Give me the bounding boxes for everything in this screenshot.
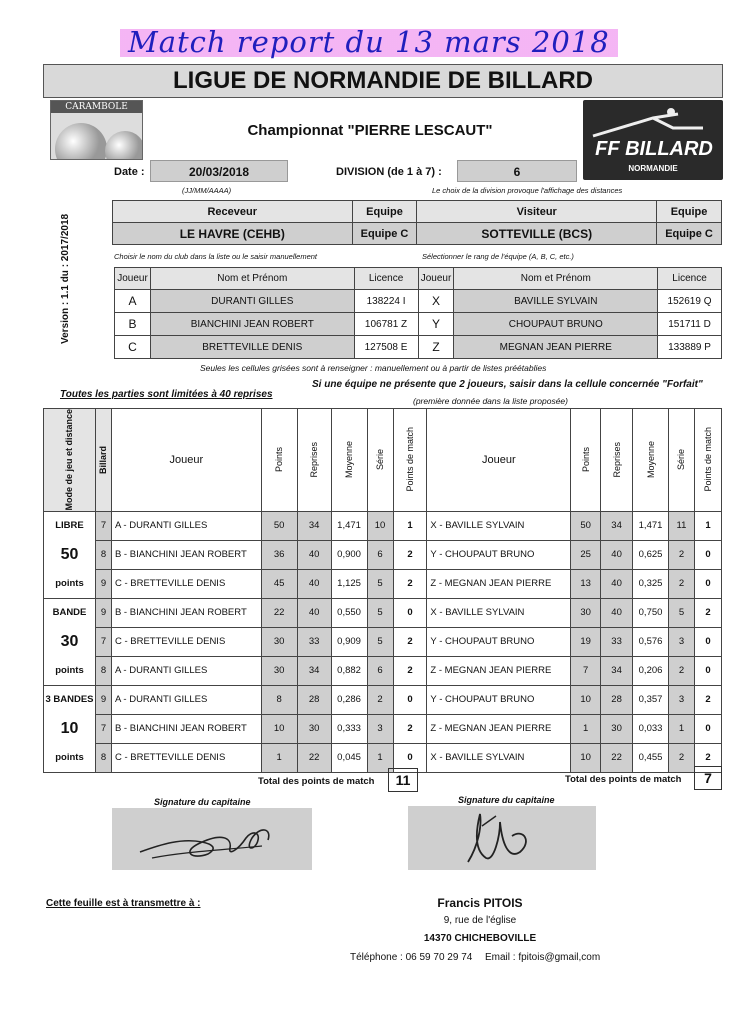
away-reprises-cell[interactable]: 34 [601, 511, 633, 540]
home-serie-cell[interactable]: 5 [367, 627, 393, 656]
home-moyenne-cell: 0,286 [331, 685, 367, 714]
away-moyenne-cell: 1,471 [633, 511, 669, 540]
home-match-points-cell: 0 [393, 685, 427, 714]
players-header: Nom et Prénom [454, 268, 658, 290]
player-row [115, 313, 722, 336]
away-player-cell[interactable]: Y - CHOUPAUT BRUNO [427, 540, 571, 569]
players-header: Joueur [115, 268, 151, 290]
ff-billard-logo [583, 100, 723, 180]
moyenne-header: Moyenne [344, 441, 355, 479]
home-moyenne-cell: 0,550 [331, 598, 367, 627]
date-label: Date : [114, 166, 145, 178]
club-note: Choisir le nom du club dans la liste ou le saisir manuellement [114, 252, 318, 261]
player-licence: 151711 D [658, 313, 722, 336]
mode-cell: BANDE [44, 598, 96, 627]
away-points-cell[interactable]: 50 [571, 511, 601, 540]
home-player-cell[interactable]: C - BRETTEVILLE DENIS [111, 743, 261, 772]
home-points-cell[interactable]: 30 [261, 627, 297, 656]
home-points-cell[interactable]: 50 [261, 511, 297, 540]
home-match-points-cell: 2 [393, 627, 427, 656]
home-points-cell[interactable]: 22 [261, 598, 297, 627]
away-points-cell[interactable]: 25 [571, 540, 601, 569]
away-match-points-cell: 1 [694, 511, 721, 540]
home-match-points-cell: 1 [393, 511, 427, 540]
away-player-cell[interactable]: Z - MEGNAN JEAN PIERRE [427, 714, 571, 743]
points-match-header: Points de match [702, 427, 713, 493]
match-row [44, 743, 722, 772]
footer-phone: Téléphone : 06 59 70 29 74 [350, 952, 473, 963]
player-id: Z [418, 336, 454, 359]
match-row [44, 511, 722, 540]
away-signature [408, 806, 596, 870]
away-moyenne-cell: 0,576 [633, 627, 669, 656]
home-serie-cell[interactable]: 3 [367, 714, 393, 743]
home-equipe-header: Equipe [352, 201, 417, 223]
away-serie-cell[interactable]: 2 [669, 743, 695, 772]
match-row [44, 569, 722, 598]
home-serie-cell[interactable]: 6 [367, 656, 393, 685]
billard-cell: 9 [95, 569, 111, 598]
player-name-field[interactable]: DURANTI GILLES [150, 290, 354, 313]
away-player-cell[interactable]: Y - CHOUPAUT BRUNO [427, 685, 571, 714]
players-table [114, 267, 722, 359]
grey-cells-note: Seules les cellules grisées sont à renseigner : manuellement ou à partir de listes préétablies [200, 363, 547, 373]
league-title-band [43, 64, 723, 98]
home-reprises-cell[interactable]: 40 [297, 569, 331, 598]
match-row [44, 685, 722, 714]
away-team-field[interactable]: Equipe C [657, 223, 722, 245]
handwritten-note: Match report du 13 mars 2018 [120, 22, 618, 62]
away-signature-label: Signature du capitaine [458, 795, 555, 805]
home-serie-cell[interactable]: 2 [367, 685, 393, 714]
billiard-balls-icon [51, 113, 143, 160]
away-match-points-cell: 0 [694, 627, 721, 656]
billard-cell: 8 [95, 743, 111, 772]
away-match-points-cell: 0 [694, 569, 721, 598]
away-reprises-cell[interactable]: 34 [601, 656, 633, 685]
division-note: Le choix de la division provoque l'affichage des distances [432, 186, 623, 195]
billard-cell: 9 [95, 685, 111, 714]
player-id: X [418, 290, 454, 313]
home-signature [112, 808, 312, 870]
away-serie-cell[interactable]: 2 [669, 540, 695, 569]
division-label: DIVISION (de 1 à 7) : [336, 166, 442, 178]
home-reprises-cell[interactable]: 30 [297, 714, 331, 743]
away-serie-cell[interactable]: 3 [669, 627, 695, 656]
away-signature-box[interactable] [408, 806, 596, 870]
home-player-cell[interactable]: C - BRETTEVILLE DENIS [111, 569, 261, 598]
home-reprises-cell[interactable]: 40 [297, 598, 331, 627]
home-points-cell[interactable]: 30 [261, 656, 297, 685]
away-player-cell[interactable]: Z - MEGNAN JEAN PIERRE [427, 656, 571, 685]
home-player-cell[interactable]: A - DURANTI GILLES [111, 656, 261, 685]
away-reprises-cell[interactable]: 33 [601, 627, 633, 656]
away-total-label: Total des points de match [565, 774, 682, 785]
away-moyenne-cell: 0,455 [633, 743, 669, 772]
player-name-field[interactable]: BRETTEVILLE DENIS [150, 336, 354, 359]
home-points-cell[interactable]: 36 [261, 540, 297, 569]
home-serie-cell[interactable]: 10 [367, 511, 393, 540]
away-serie-cell[interactable]: 2 [669, 656, 695, 685]
billard-cell: 7 [95, 714, 111, 743]
moyenne-header: Moyenne [645, 441, 656, 479]
reprises-header: Reprises [309, 442, 320, 478]
away-points-cell[interactable]: 19 [571, 627, 601, 656]
away-club-field[interactable]: SOTTEVILLE (BCS) [417, 223, 657, 245]
away-match-points-cell: 0 [694, 656, 721, 685]
serie-header: Série [676, 449, 687, 471]
home-player-cell[interactable]: A - DURANTI GILLES [111, 685, 261, 714]
away-moyenne-cell: 0,357 [633, 685, 669, 714]
away-player-cell[interactable]: X - BAVILLE SYLVAIN [427, 598, 571, 627]
away-reprises-cell[interactable]: 22 [601, 743, 633, 772]
billard-cell: 7 [95, 627, 111, 656]
home-match-points-cell: 0 [393, 743, 427, 772]
championship-title: Championnat "PIERRE LESCAUT" [247, 122, 493, 139]
away-points-cell[interactable]: 7 [571, 656, 601, 685]
away-match-points-cell: 2 [694, 685, 721, 714]
transmit-label: Cette feuille est à transmettre à : [46, 898, 201, 909]
home-match-points-cell: 2 [393, 569, 427, 598]
away-moyenne-cell: 0,206 [633, 656, 669, 685]
away-match-points-cell: 2 [694, 598, 721, 627]
away-reprises-cell[interactable]: 40 [601, 598, 633, 627]
mode-cell: 3 BANDES [44, 685, 96, 714]
mode-cell: points [44, 743, 96, 772]
league-title: LIGUE DE NORMANDIE DE BILLARD [173, 67, 593, 94]
player-licence: 138224 I [354, 290, 418, 313]
away-points-cell[interactable]: 10 [571, 743, 601, 772]
footer-email: Email : fpitois@gmail,com [485, 952, 601, 963]
teams-table [112, 200, 722, 245]
match-row [44, 627, 722, 656]
match-row [44, 656, 722, 685]
home-serie-cell[interactable]: 6 [367, 540, 393, 569]
home-points-cell[interactable]: 1 [261, 743, 297, 772]
away-moyenne-cell: 0,625 [633, 540, 669, 569]
away-points-cell[interactable]: 10 [571, 685, 601, 714]
home-reprises-cell[interactable]: 22 [297, 743, 331, 772]
home-total-value: 11 [388, 768, 418, 792]
mode-cell: 50 [44, 540, 96, 569]
billard-cell: 7 [95, 511, 111, 540]
home-player-cell[interactable]: B - BIANCHINI JEAN ROBERT [111, 540, 261, 569]
mode-cell: points [44, 569, 96, 598]
reprises-header: Reprises [611, 442, 622, 478]
date-format: (JJ/MM/AAAA) [182, 186, 232, 195]
home-moyenne-cell: 0,333 [331, 714, 367, 743]
visiteur-header: Visiteur [417, 201, 657, 223]
footer-address2: 14370 CHICHEBOVILLE [423, 933, 537, 944]
ff-billard-text: FF BILLARD [595, 138, 713, 160]
home-moyenne-cell: 0,045 [331, 743, 367, 772]
mode-cell: 30 [44, 627, 96, 656]
team-rank-note: Sélectionner le rang de l'équipe (A, B, C, etc.) [422, 252, 574, 261]
match-row [44, 540, 722, 569]
away-moyenne-cell: 0,325 [633, 569, 669, 598]
away-equipe-header: Equipe [657, 201, 722, 223]
home-moyenne-cell: 0,909 [331, 627, 367, 656]
billard-header: Billard [98, 445, 109, 474]
player-name-field[interactable]: MEGNAN JEAN PIERRE [454, 336, 658, 359]
billard-cell: 8 [95, 540, 111, 569]
away-player-cell[interactable]: Y - CHOUPAUT BRUNO [427, 627, 571, 656]
away-player-cell[interactable]: X - BAVILLE SYLVAIN [427, 743, 571, 772]
footer-address1: 9, rue de l'église [443, 915, 517, 926]
home-moyenne-cell: 1,125 [331, 569, 367, 598]
home-reprises-cell[interactable]: 28 [297, 685, 331, 714]
home-reprises-cell[interactable]: 34 [297, 656, 331, 685]
player-licence: 127508 E [354, 336, 418, 359]
away-player-cell[interactable]: X - BAVILLE SYLVAIN [427, 511, 571, 540]
forfeit-note: Si une équipe ne présente que 2 joueurs, saisir dans la cellule concernée "Forfait" [312, 379, 703, 390]
home-reprises-cell[interactable]: 33 [297, 627, 331, 656]
home-points-cell[interactable]: 8 [261, 685, 297, 714]
forfeit-sub: (première donnée dans la liste proposée) [413, 396, 568, 406]
player-licence: 152619 Q [658, 290, 722, 313]
away-reprises-cell[interactable]: 28 [601, 685, 633, 714]
away-serie-cell[interactable]: 5 [669, 598, 695, 627]
away-reprises-cell[interactable]: 40 [601, 540, 633, 569]
home-signature-label: Signature du capitaine [154, 797, 251, 807]
away-reprises-cell[interactable]: 40 [601, 569, 633, 598]
home-reprises-cell[interactable]: 40 [297, 540, 331, 569]
players-header: Joueur [418, 268, 454, 290]
carambole-label: CARAMBOLE [51, 101, 142, 113]
home-signature-box[interactable] [112, 808, 312, 870]
away-serie-cell[interactable]: 3 [669, 685, 695, 714]
billard-cell: 9 [95, 598, 111, 627]
home-team-field[interactable]: Equipe C [352, 223, 417, 245]
receveur-header: Receveur [113, 201, 353, 223]
player-name-field[interactable]: CHOUPAUT BRUNO [454, 313, 658, 336]
player-id: Y [418, 313, 454, 336]
home-player-cell[interactable]: A - DURANTI GILLES [111, 511, 261, 540]
player-name-field[interactable]: BIANCHINI JEAN ROBERT [150, 313, 354, 336]
home-points-cell[interactable]: 10 [261, 714, 297, 743]
away-serie-cell[interactable]: 1 [669, 714, 695, 743]
away-reprises-cell[interactable]: 30 [601, 714, 633, 743]
home-match-points-cell: 2 [393, 714, 427, 743]
away-match-points-cell: 0 [694, 540, 721, 569]
away-moyenne-cell: 0,750 [633, 598, 669, 627]
home-moyenne-cell: 0,882 [331, 656, 367, 685]
match-table [43, 408, 722, 773]
home-points-cell[interactable]: 45 [261, 569, 297, 598]
carambole-logo [50, 100, 143, 160]
away-joueur-header: Joueur [427, 409, 571, 512]
points-match-header: Points de match [404, 427, 415, 493]
home-total-label: Total des points de match [258, 776, 375, 787]
away-player-cell[interactable]: Z - MEGNAN JEAN PIERRE [427, 569, 571, 598]
player-id: A [115, 290, 151, 313]
limit-note: Toutes les parties sont limitées à 40 reprises [60, 389, 273, 400]
home-player-cell[interactable]: B - BIANCHINI JEAN ROBERT [111, 714, 261, 743]
player-row [115, 336, 722, 359]
ff-billard-sub: NORMANDIE [628, 164, 678, 173]
home-match-points-cell: 2 [393, 540, 427, 569]
players-header: Licence [658, 268, 722, 290]
player-row [115, 290, 722, 313]
division-field[interactable]: 6 [457, 160, 577, 182]
mode-header: Mode de jeu et distance [64, 409, 75, 511]
home-player-cell[interactable]: B - BIANCHINI JEAN ROBERT [111, 598, 261, 627]
points-header: Points [580, 447, 591, 473]
away-points-cell[interactable]: 1 [571, 714, 601, 743]
home-club-field[interactable]: LE HAVRE (CEHB) [113, 223, 353, 245]
player-name-field[interactable]: BAVILLE SYLVAIN [454, 290, 658, 313]
player-licence: 133889 P [658, 336, 722, 359]
mode-cell: 10 [44, 714, 96, 743]
away-match-points-cell: 2 [694, 743, 721, 772]
player-id: B [115, 313, 151, 336]
version-label: Version : 1.1 du : 2017/2018 [60, 213, 71, 345]
billard-cell: 8 [95, 656, 111, 685]
serie-header: Série [375, 449, 386, 471]
mode-cell: LIBRE [44, 511, 96, 540]
mode-cell: points [44, 656, 96, 685]
home-moyenne-cell: 0,900 [331, 540, 367, 569]
player-licence: 106781 Z [354, 313, 418, 336]
home-reprises-cell[interactable]: 34 [297, 511, 331, 540]
away-serie-cell[interactable]: 2 [669, 569, 695, 598]
away-moyenne-cell: 0,033 [633, 714, 669, 743]
away-points-cell[interactable]: 13 [571, 569, 601, 598]
home-serie-cell[interactable]: 5 [367, 569, 393, 598]
players-header: Nom et Prénom [150, 268, 354, 290]
away-serie-cell[interactable]: 11 [669, 511, 695, 540]
home-serie-cell[interactable]: 5 [367, 598, 393, 627]
match-row [44, 714, 722, 743]
home-moyenne-cell: 1,471 [331, 511, 367, 540]
home-match-points-cell: 0 [393, 598, 427, 627]
home-serie-cell[interactable]: 1 [367, 743, 393, 772]
home-player-cell[interactable]: C - BRETTEVILLE DENIS [111, 627, 261, 656]
match-row [44, 598, 722, 627]
date-field[interactable]: 20/03/2018 [150, 160, 288, 182]
footer-name: Francis PITOIS [437, 896, 523, 910]
points-header: Points [274, 447, 285, 473]
away-points-cell[interactable]: 30 [571, 598, 601, 627]
home-joueur-header: Joueur [111, 409, 261, 512]
home-match-points-cell: 2 [393, 656, 427, 685]
player-id: C [115, 336, 151, 359]
away-match-points-cell: 0 [694, 714, 721, 743]
away-total-value: 7 [694, 766, 722, 790]
players-header: Licence [354, 268, 418, 290]
